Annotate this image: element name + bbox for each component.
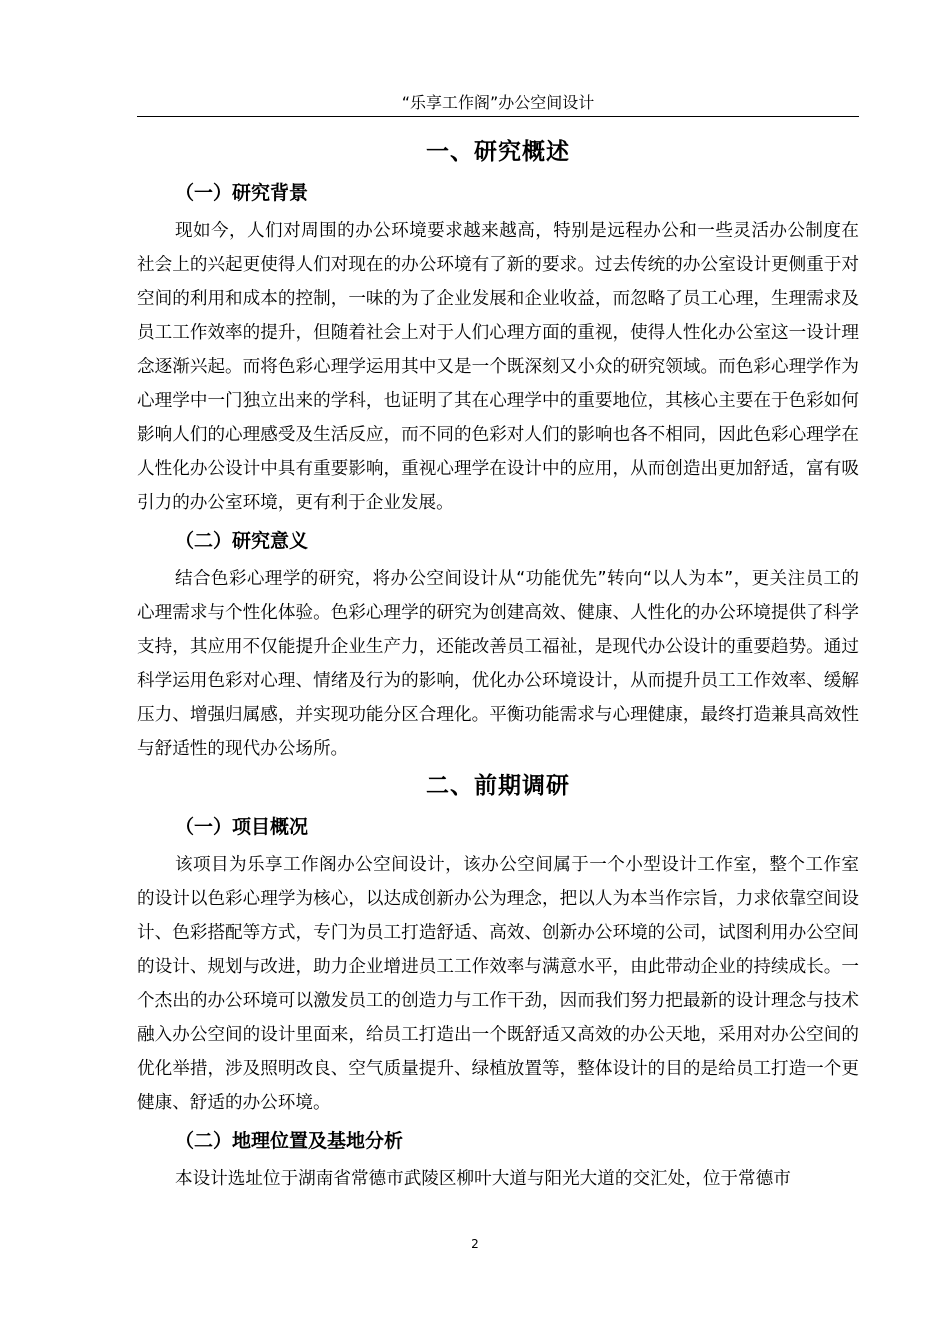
paragraph-location-analysis: 本设计选址位于湖南省常德市武陵区柳叶大道与阳光大道的交汇处，位于常德市 (175, 1169, 791, 1189)
section-heading-preliminary-research: 二、前期调研 (426, 773, 570, 799)
paragraph-project-overview: 该项目为乐享工作阁办公空间设计，该办公空间属于一个小型设计工作室，整个工作室的设计以色彩心理学为核心，以达成创新办公为理念，把以人为本当作宗旨，力求依靠空间设计、色彩搭配等方式，专门为员工打造舒适、高效、创新办公环境的公司，试图利用办公空间的设计、规划与改进，助力企业增进员工工作效率与满意水平，由此带动企业的持续成长。一个杰出的办公环境可以激发员工的创造力与工作干劲，因而我们努力把最新的设计理念与技术融入办公空间的设计里面来，给员工打造出一个既舒适又高效的办公天地，采用对办公空间的优化举措，涉及照明改良、空气质量提升、绿植放置等，整体设计的目的是给员工打造一个更健康、舒适的办公环境。 (137, 855, 859, 1113)
subsection-heading-research-background: （一）研究背景 (175, 182, 309, 204)
subsection-heading-project-overview: （一）项目概况 (175, 816, 309, 838)
subsection-heading-research-significance: （二）研究意义 (175, 530, 309, 552)
running-header-title: “乐享工作阁”办公空间设计 (401, 93, 595, 112)
page-number: 2 (471, 1237, 479, 1251)
subsection-heading-location-analysis: （二）地理位置及基地分析 (175, 1130, 404, 1152)
section-heading-research-overview: 一、研究概述 (426, 139, 570, 165)
header-divider (137, 116, 859, 117)
paragraph-research-background: 现如今，人们对周围的办公环境要求越来越高，特别是远程办公和一些灵活办公制度在社会上的兴起更使得人们对现在的办公环境有了新的要求。过去传统的办公室设计更侧重于对空间的利用和成本的控制，一味的为了企业发展和企业收益，而忽略了员工心理，生理需求及员工工作效率的提升，但随着社会上对于人们心理方面的重视，使得人性化办公室这一设计理念逐渐兴起。而将色彩心理学运用其中又是一个既深刻又小众的研究领域。而色彩心理学作为心理学中一门独立出来的学科，也证明了其在心理学中的重要地位，其核心主要在于色彩如何影响人们的心理感受及生活反应，而不同的色彩对人们的影响也各不相同，因此色彩心理学在人性化办公设计中具有重要影响，重视心理学在设计中的应用，从而创造出更加舒适，富有吸引力的办公室环境，更有利于企业发展。 (137, 221, 859, 513)
paragraph-research-significance: 结合色彩心理学的研究，将办公空间设计从“功能优先”转向“以人为本”，更关注员工的心理需求与个性化体验。色彩心理学的研究为创建高效、健康、人性化的办公环境提供了科学支持，其应用不仅能提升企业生产力，还能改善员工福祉，是现代办公设计的重要趋势。通过科学运用色彩对心理、情绪及行为的影响，优化办公环境设计，从而提升员工工作效率、缓解压力、增强归属感，并实现功能分区合理化。平衡功能需求与心理健康，最终打造兼具高效性与舒适性的现代办公场所。 (137, 569, 859, 759)
page-body (137, 132, 859, 1196)
